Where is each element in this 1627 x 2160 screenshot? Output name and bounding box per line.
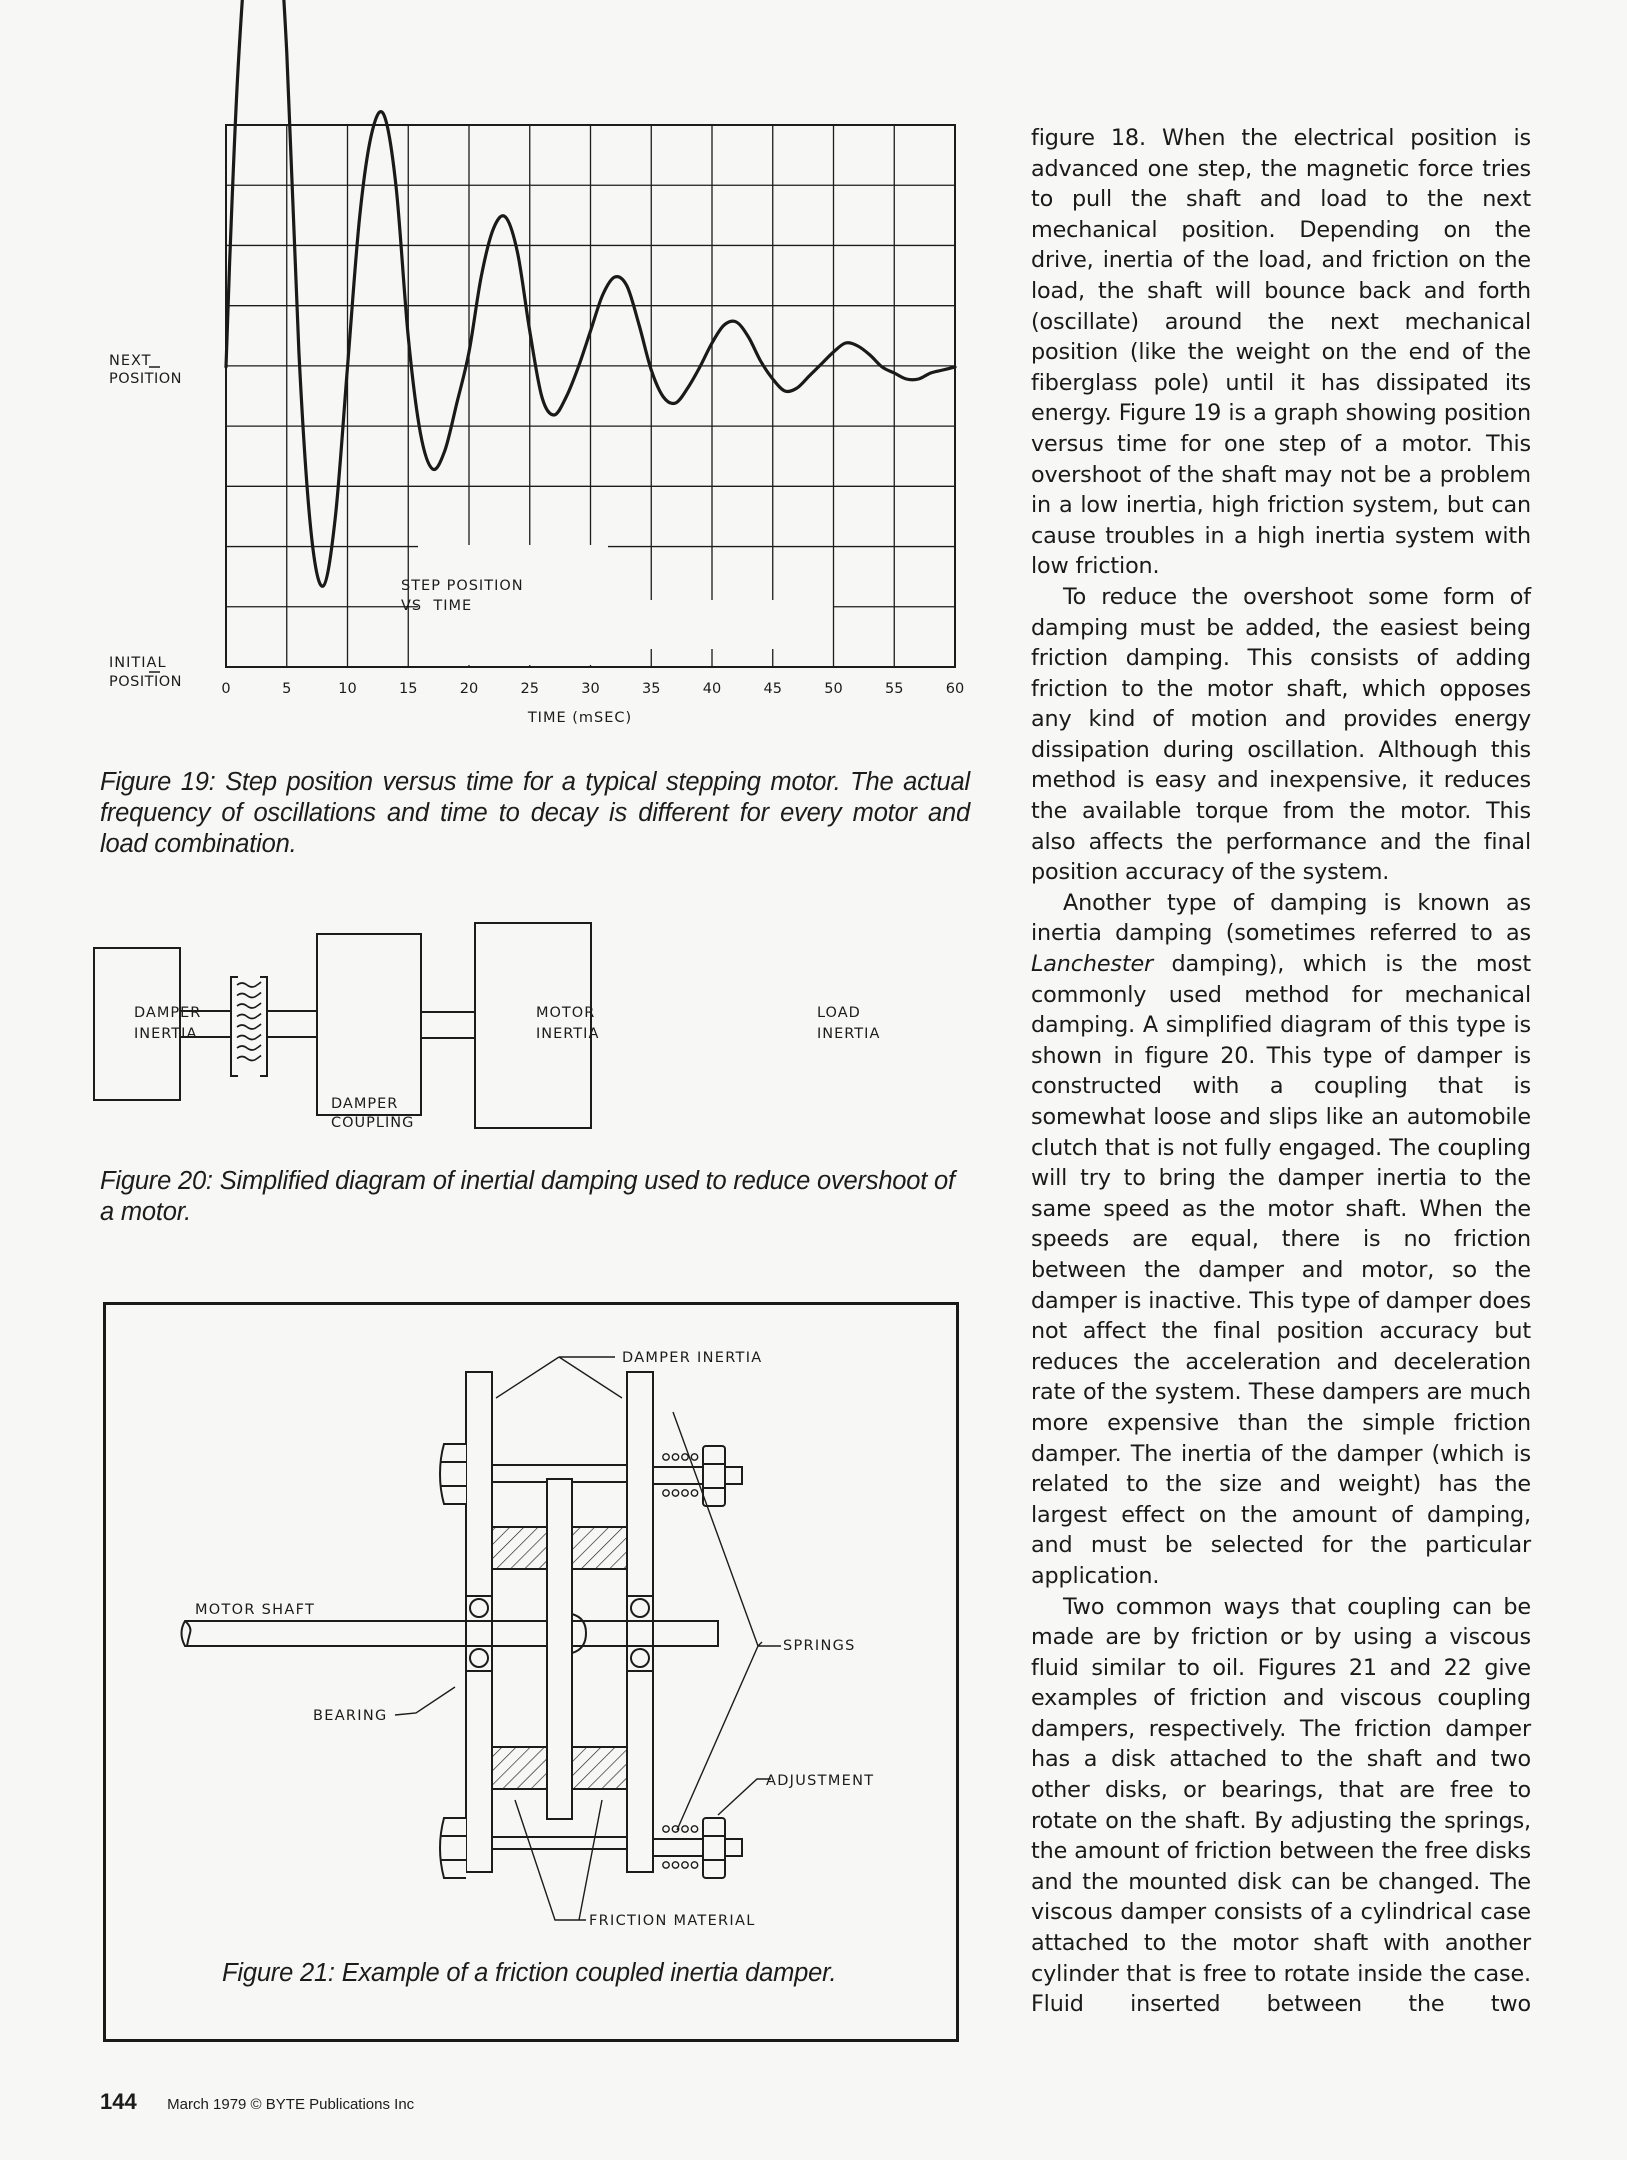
y-label-next-line1: NEXT [109, 353, 152, 369]
x-tick-label: 55 [885, 681, 904, 697]
paragraph-3 [1031, 888, 1531, 1592]
thread-end-top [725, 1467, 742, 1484]
spring-coil [672, 1490, 678, 1496]
inset-label-line1: STEP POSITION [401, 578, 524, 594]
motor-inertia-label-line1: MOTOR [536, 1005, 596, 1021]
publication-line: March 1979 © BYTE Publications Inc [167, 2096, 415, 2113]
x-tick-label: 20 [459, 681, 479, 697]
paragraph-3-part-1: Another type of damping is known as inertia damping (sometimes referred to as [1031, 889, 1531, 947]
x-axis-label: TIME (mSEC) [527, 710, 633, 726]
spring-coil [672, 1862, 678, 1868]
spring-coil [663, 1862, 669, 1868]
x-tick-label: 35 [642, 681, 661, 697]
damper-inertia-label-line2: INERTIA [134, 1026, 198, 1042]
figure-19-caption: Figure 19: Step position versus time for a typical stepping motor. The actual frequency of oscillations and time to decay is different for every motor and load combination. [100, 768, 970, 858]
page-footer [100, 2089, 414, 2115]
y-label-initial-line2: POSITION [109, 674, 183, 690]
bolt-head-top [440, 1444, 466, 1504]
spring-coil [663, 1490, 669, 1496]
spring-coil [691, 1826, 697, 1832]
leader-adjustment [718, 1779, 771, 1815]
bolt-head-bottom [440, 1818, 466, 1878]
x-tick-label: 5 [282, 681, 292, 697]
inset-label-line2: VS TIME [401, 598, 473, 614]
article-body [1031, 123, 1531, 2020]
springs [663, 1454, 698, 1868]
damper-inertia-label-line1: DAMPER [134, 1005, 202, 1021]
spring-coil [682, 1826, 688, 1832]
paragraph-3-italic-term: Lanchester [1031, 951, 1154, 978]
label-adjustment: ADJUSTMENT [766, 1773, 875, 1789]
leader-bearing [395, 1687, 455, 1715]
x-tick-label: 0 [221, 681, 231, 697]
label-friction-material: FRICTION MATERIAL [589, 1913, 756, 1929]
thread-end-bottom [725, 1839, 742, 1856]
label-motor-shaft: MOTOR SHAFT [195, 1602, 316, 1618]
motor-inertia-label-line2: INERTIA [536, 1026, 600, 1042]
paragraph-4: Two common ways that coupling can be made are by friction or by using a viscous fluid similar to oil. Figures 21 and 22 give examples of friction and viscous coupling dampers, respectively. The friction damper has a disk attached to the shaft and two other disks, or bearings, that are free to rotate on the shaft. By adjusting the springs, the amount of friction between the free disks and the mounted disk can be changed. The viscous damper consists of a cylindrical case attached to the motor shaft with another cylinder that is free to rotate inside the case. Fluid inserted between the two [1031, 1593, 1531, 2018]
load-inertia-label-line1: LOAD [817, 1005, 861, 1021]
spring-coil [682, 1862, 688, 1868]
spring-coil [691, 1862, 697, 1868]
figure-21-caption: Figure 21: Example of a friction coupled inertia damper. [222, 1959, 837, 1987]
y-label-initial-line1: INITIAL [109, 655, 167, 671]
leader-damper-inertia [496, 1357, 622, 1398]
bolt-rod-bottom [492, 1837, 627, 1849]
spring-coil [682, 1454, 688, 1460]
damper-coupling-label-line2: COUPLING [331, 1115, 415, 1131]
spring-coil [663, 1826, 669, 1832]
x-tick-label: 60 [945, 681, 965, 697]
spring-coil [691, 1490, 697, 1496]
paragraph-1: figure 18. When the electrical position is advanced one step, the magnetic force tries to pull the shaft and load to the next mechanical position. Depending on the drive, inertia of the load, and friction on the load, the shaft will bounce back and forth (oscillate) around the next mechanical position (like the weight on the end of the fiberglass pole) until it has dissipated its energy. Figure 19 is a graph showing position versus time for one step of a motor. This overshoot of the shaft may not be a problem in a low inertia, high friction system, but can cause troubles in a high inertia system with low friction. [1031, 125, 1531, 580]
spring-coil [682, 1490, 688, 1496]
x-tick-label: 30 [581, 681, 600, 697]
paragraph-3-part-2: damping), which is the most commonly used method for mechanical damping. A simplified diagram of this type is shown in figure 20. This type of damper is constructed with a coupling that is somewhat loose and slips like an automobile clutch that is not fully engaged. The coupling will try to bring the damper inertia to the same speed as the motor shaft. When the speeds are equal, there is no friction between the damper and motor, so the damper is inactive. This type of damper does not affect the final position accuracy but reduces the acceleration and deceleration rate of the system. These dampers are much more expensive than the simple friction damper. The inertia of the damper (which is related to the size and weight) has the largest effect on the amount of damping, and must be selected for the particular application. [1031, 951, 1531, 1589]
page-number: 144 [100, 2089, 137, 2114]
x-tick-label: 40 [702, 681, 722, 697]
x-tick-label: 50 [824, 681, 843, 697]
spring-coil [691, 1454, 697, 1460]
nut-bottom [703, 1818, 725, 1878]
paragraph-2: To reduce the overshoot some form of damping must be added, the easiest being friction damping. This consists of adding friction to the motor shaft, which opposes any kind of motion and provides energy dissipation during oscillation. Although this method is easy and inexpensive, it reduces the available torque from the motor. This also affects the performance and the final position accuracy of the system. [1031, 583, 1531, 886]
load-inertia-label-line2: INERTIA [817, 1026, 881, 1042]
x-tick-label: 45 [763, 681, 782, 697]
damper-coupling-label-line1: DAMPER [331, 1096, 399, 1112]
figure-20-caption: Figure 20: Simplified diagram of inertial damping used to reduce overshoot of a motor. [100, 1167, 955, 1226]
label-damper-inertia: DAMPER INERTIA [622, 1350, 763, 1366]
label-springs: SPRINGS [783, 1638, 856, 1654]
spring-coil [672, 1454, 678, 1460]
label-bearing: BEARING [313, 1708, 388, 1724]
y-label-next-line2: POSITION [109, 371, 183, 387]
nut-top [703, 1446, 725, 1506]
x-tick-label: 25 [520, 681, 539, 697]
x-tick-label: 10 [338, 681, 357, 697]
x-tick-label: 15 [399, 681, 418, 697]
center-disk [547, 1479, 572, 1819]
spring-coil [663, 1454, 669, 1460]
